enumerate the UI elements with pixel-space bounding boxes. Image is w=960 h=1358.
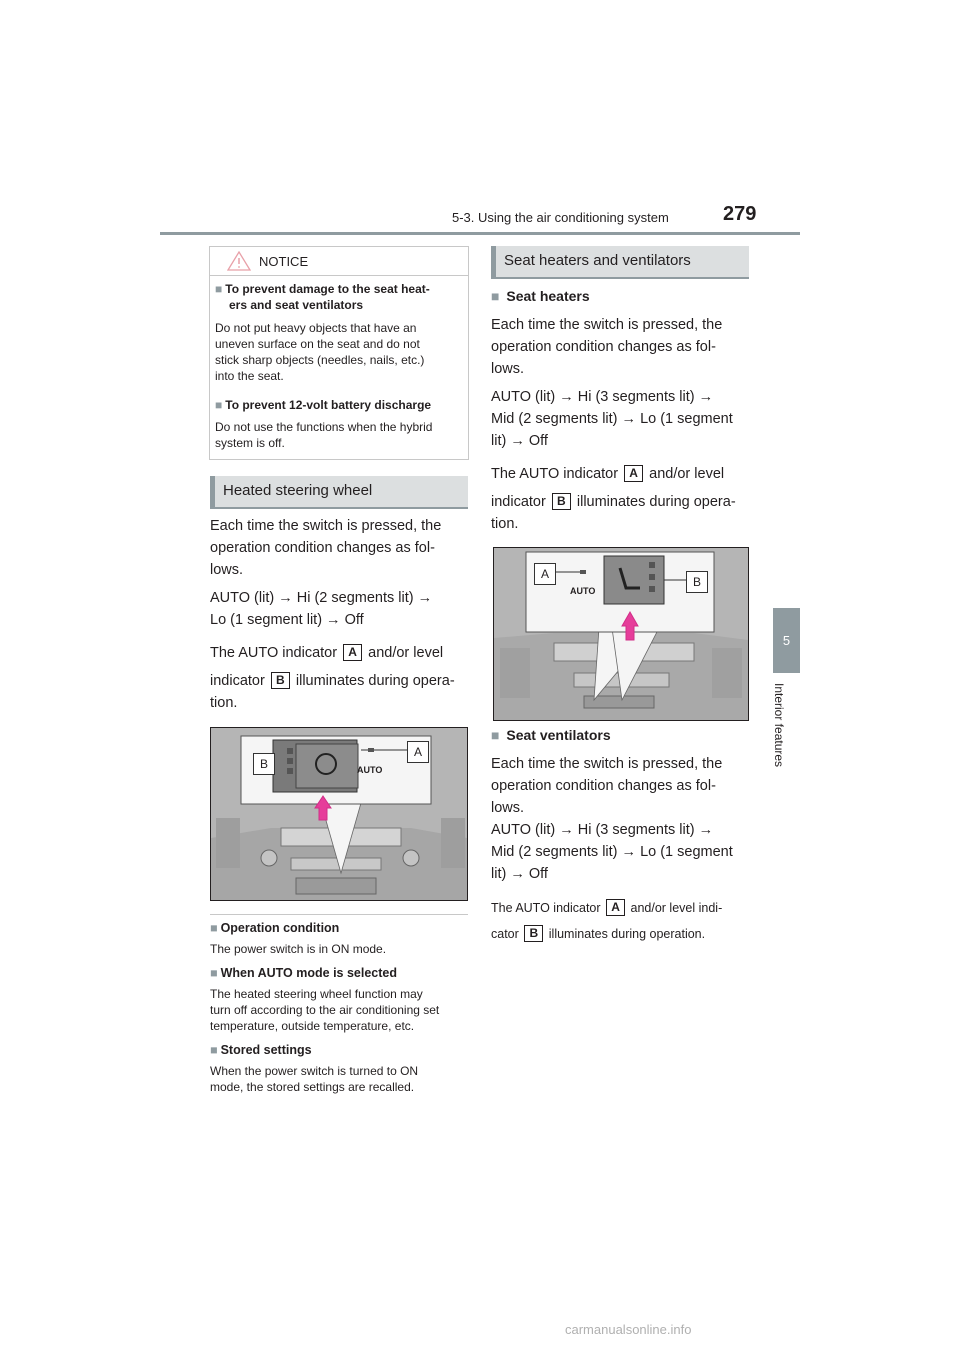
notes bbox=[210, 921, 470, 1095]
notice-text: Do not use the functions when the hybrid bbox=[215, 420, 433, 434]
text-line: operation condition changes as fol- bbox=[491, 339, 716, 355]
figure-label-b: B bbox=[686, 571, 708, 593]
notice-heading-cont: ers and seat ventilators bbox=[229, 298, 364, 312]
text-line: Lo (1 segment lit) → Off bbox=[210, 612, 364, 628]
notice-text: stick sharp objects (needles, nails, etc.) bbox=[215, 353, 425, 367]
callout-a: A bbox=[606, 899, 625, 916]
section-bar bbox=[491, 246, 496, 277]
figure-auto-label: AUTO bbox=[570, 586, 596, 596]
text-line: lows. bbox=[491, 361, 525, 377]
callout-b: B bbox=[552, 493, 571, 510]
text-line: operation condition changes as fol- bbox=[210, 540, 435, 556]
text-line: lows. bbox=[210, 562, 244, 578]
callout-a: A bbox=[343, 644, 362, 661]
text-line: AUTO (lit) → Hi (3 segments lit) → bbox=[491, 389, 714, 405]
note-text: The power switch is in ON mode. bbox=[210, 942, 387, 956]
text-line: tion. bbox=[210, 695, 238, 711]
text-line: lows. bbox=[491, 800, 525, 816]
seat-switch-figure bbox=[493, 547, 749, 721]
text-line: Each time the switch is pressed, the bbox=[491, 317, 723, 333]
text-line: lit) → Off bbox=[491, 433, 548, 449]
text-line: indicator B illuminates during opera- bbox=[210, 673, 455, 689]
notice-heading: ■ To prevent 12-volt battery discharge bbox=[215, 398, 432, 412]
steering-switch-figure bbox=[210, 727, 468, 901]
steering-indicator-text bbox=[210, 642, 455, 714]
section-heading: Heated steering wheel bbox=[223, 482, 373, 499]
text-line: Mid (2 segments lit) → Lo (1 segment bbox=[491, 411, 733, 427]
seat-heaters-heading: ■ Seat heaters bbox=[491, 288, 590, 304]
section-title: 5-3. Using the air conditioning system bbox=[452, 210, 669, 225]
text-line: indicator B illuminates during opera- bbox=[491, 494, 736, 510]
text-line: AUTO (lit) → Hi (2 segments lit) → bbox=[210, 590, 433, 606]
header-rule bbox=[160, 232, 800, 235]
text-line: operation condition changes as fol- bbox=[491, 778, 716, 794]
page-number: 279 bbox=[723, 203, 757, 225]
heaters-cycle bbox=[491, 386, 733, 452]
notice-heading: ■ To prevent damage to the seat heat- bbox=[215, 282, 430, 296]
notice-box bbox=[209, 246, 469, 460]
divider bbox=[210, 914, 468, 915]
ventilators-intro bbox=[491, 753, 733, 885]
note-text: turn off according to the air conditioning set bbox=[210, 1003, 440, 1017]
callout-b: B bbox=[271, 672, 290, 689]
figure-label-a: A bbox=[534, 563, 556, 585]
text-line: The AUTO indicator A and/or level indi- bbox=[491, 900, 723, 915]
note-text: The heated steering wheel function may bbox=[210, 987, 423, 1001]
note-text: When the power switch is turned to ON bbox=[210, 1064, 419, 1078]
text-line: cator B illuminates during operation. bbox=[491, 926, 706, 941]
section-header-seat bbox=[491, 246, 749, 279]
ventilators-indicator-text bbox=[491, 899, 722, 942]
chapter-label: Interior features bbox=[772, 683, 786, 768]
footer-watermark: carmanualsonline.info bbox=[565, 1322, 692, 1337]
dashboard-illustration bbox=[494, 548, 748, 720]
chapter-tab[interactable]: 5 bbox=[773, 608, 800, 673]
notice-text: uneven surface on the seat and do not bbox=[215, 337, 420, 351]
text-line: AUTO (lit) → Hi (3 segments lit) → bbox=[491, 822, 714, 838]
callout-a: A bbox=[624, 465, 643, 482]
figure-label-b: B bbox=[253, 753, 275, 775]
notice-title: NOTICE bbox=[259, 254, 309, 269]
section-heading: Seat heaters and ventilators bbox=[504, 252, 691, 269]
text-line: The AUTO indicator A and/or level bbox=[491, 466, 725, 482]
figure-auto-label: AUTO bbox=[357, 765, 383, 775]
seat-ventilators-heading: ■ Seat ventilators bbox=[491, 727, 611, 743]
steering-intro bbox=[210, 515, 441, 581]
notice-text: into the seat. bbox=[215, 369, 284, 383]
heaters-intro bbox=[491, 314, 722, 380]
text-line: Each time the switch is pressed, the bbox=[210, 518, 442, 534]
notice-text: system is off. bbox=[215, 436, 285, 450]
text-line: Mid (2 segments lit) → Lo (1 segment bbox=[491, 844, 733, 860]
text-line: Each time the switch is pressed, the bbox=[491, 756, 723, 772]
steering-cycle bbox=[210, 587, 432, 631]
section-bar bbox=[210, 476, 215, 507]
note-heading: ■ When AUTO mode is selected bbox=[210, 966, 397, 980]
text-line: The AUTO indicator A and/or level bbox=[210, 645, 444, 661]
notice-header bbox=[210, 247, 468, 276]
heaters-indicator-text bbox=[491, 463, 736, 535]
note-text: mode, the stored settings are recalled. bbox=[210, 1080, 415, 1094]
section-header-heated-steering bbox=[210, 476, 468, 509]
callout-b: B bbox=[524, 925, 543, 942]
figure-label-a: A bbox=[407, 741, 429, 763]
note-heading: ■ Stored settings bbox=[210, 1043, 312, 1057]
notice-text: Do not put heavy objects that have an bbox=[215, 321, 417, 335]
text-line: tion. bbox=[491, 516, 519, 532]
note-text: temperature, outside temperature, etc. bbox=[210, 1019, 415, 1033]
text-line: lit) → Off bbox=[491, 866, 548, 882]
note-heading: ■ Operation condition bbox=[210, 921, 340, 935]
warning-icon bbox=[227, 251, 251, 271]
